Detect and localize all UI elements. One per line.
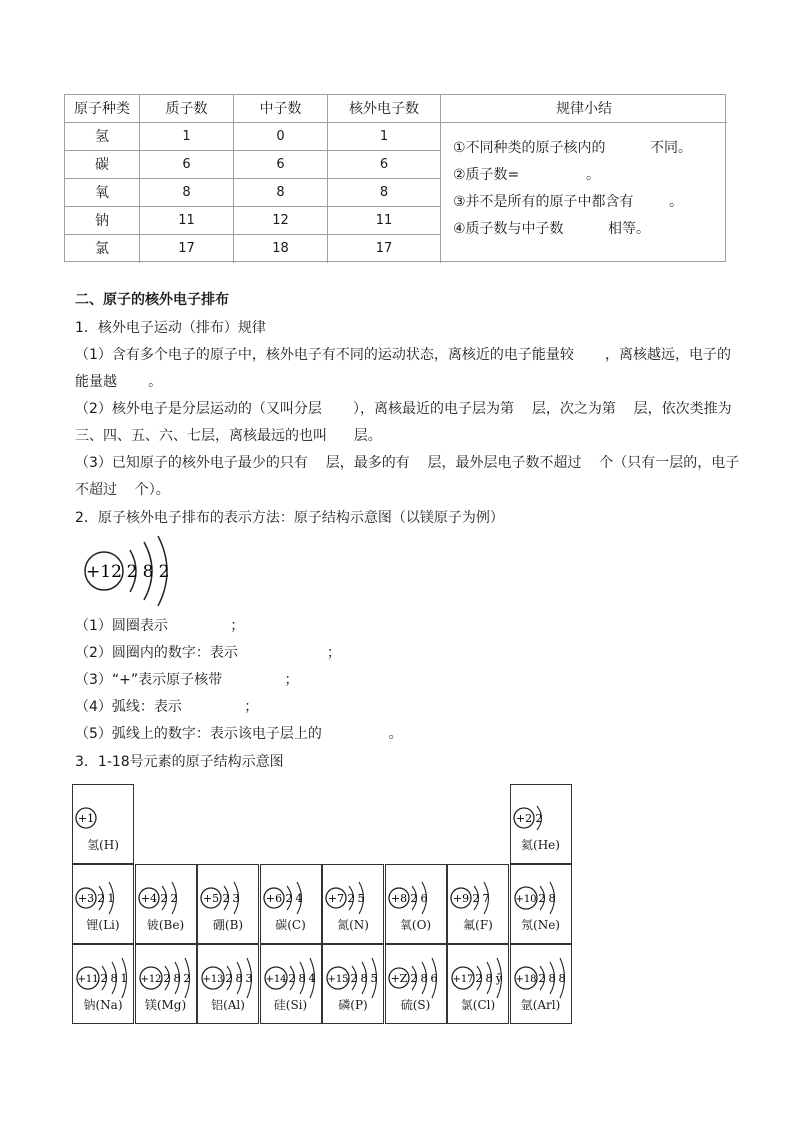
atom-diagram xyxy=(511,945,573,1003)
summary-item: ④质子数与中子数 相等。 xyxy=(453,221,651,237)
atom-diagram xyxy=(136,865,198,923)
nucleus-charge: +Z xyxy=(390,972,407,985)
element-cell xyxy=(260,944,322,1024)
nucleus-charge: +6 xyxy=(265,892,282,905)
shell-electron-count: 2 xyxy=(475,972,483,985)
element-name: 钠(Na) xyxy=(83,998,123,1012)
nucleus-charge: +2 xyxy=(515,812,532,825)
summary-item: ②质子数= 。 xyxy=(453,167,601,183)
atom-diagram xyxy=(323,945,385,1003)
header-atom-type: 原子种类 xyxy=(65,95,140,123)
shell-electron-count: 2 xyxy=(170,892,177,905)
shell-electron-count: 2 xyxy=(285,892,292,905)
summary-item: ①不同种类的原子核内的 不同。 xyxy=(453,140,693,156)
question-2: （2）圆圈内的数字：表示 ； xyxy=(75,645,341,661)
shell-electron-count: 2 xyxy=(225,972,233,985)
element-name: 氮(N) xyxy=(337,918,369,932)
element-structure-grid xyxy=(72,784,572,1024)
table-cell: 8 xyxy=(328,179,441,207)
shell-electron-count: 6 xyxy=(430,972,437,985)
element-name: 铍(Be) xyxy=(146,918,185,932)
element-cell xyxy=(197,864,259,944)
atom-diagram xyxy=(136,945,198,1003)
atom-diagram xyxy=(73,865,135,923)
section-title: 二、原子的核外电子排布 xyxy=(75,292,229,308)
subheading-2: 2．原子核外电子排布的表示方法：原子结构示意图（以镁原子为例） xyxy=(75,510,504,526)
atom-diagram xyxy=(448,945,510,1003)
question-3: （3）“+”表示原子核带 ； xyxy=(75,672,299,688)
table-cell: 氯 xyxy=(65,235,140,263)
table-cell: 8 xyxy=(234,179,328,207)
shell-electron-count: 8 xyxy=(558,972,565,985)
element-cell xyxy=(447,864,509,944)
shell-electron-count: 4 xyxy=(308,972,315,985)
element-name: 氢(H) xyxy=(87,838,119,852)
header-electrons: 核外电子数 xyxy=(328,95,441,123)
element-cell xyxy=(447,944,509,1024)
nucleus-charge: +7 xyxy=(327,892,345,905)
element-cell xyxy=(510,784,572,864)
paragraph-2a: （2）核外电子是分层运动的（又叫分层 ），离核最近的电子层为第 层，次之为第 层，依次类推为 xyxy=(75,401,732,417)
nucleus-charge: +17 xyxy=(452,974,474,985)
table-cell: 6 xyxy=(140,151,234,179)
shell-electron-count: 2 xyxy=(410,972,417,985)
shell-electron-count: ȳ xyxy=(495,972,503,985)
element-cell xyxy=(72,864,134,944)
nucleus-charge: +5 xyxy=(202,892,220,905)
shell-count: 8 xyxy=(142,562,154,582)
element-name: 氟(F) xyxy=(463,918,493,932)
shell-count: 2 xyxy=(126,562,138,582)
subheading-3: 3．1-18号元素的原子结构示意图 xyxy=(75,754,284,770)
element-name: 氦(He) xyxy=(521,838,560,852)
shell-electron-count: 2 xyxy=(347,892,355,905)
shell-electron-count: 2 xyxy=(100,972,108,985)
shell-electron-count: 8 xyxy=(173,972,180,985)
shell-electron-count: 8 xyxy=(360,972,368,985)
element-cell xyxy=(322,944,384,1024)
paragraph-3b: 不超过 个）。 xyxy=(75,482,170,498)
shell-electron-count: 2 xyxy=(538,892,545,905)
atom-diagram xyxy=(386,865,448,923)
shell-electron-count: 5 xyxy=(357,892,365,905)
table-cell: 17 xyxy=(328,235,441,263)
shell-electron-count: 4 xyxy=(295,892,302,905)
element-cell xyxy=(72,784,134,864)
shell-electron-count: 8 xyxy=(548,972,555,985)
table-cell: 11 xyxy=(140,207,234,235)
table-cell: 6 xyxy=(234,151,328,179)
nucleus-charge: +11 xyxy=(77,974,99,985)
table-cell: 氢 xyxy=(65,123,140,151)
table-cell: 钠 xyxy=(65,207,140,235)
shell-electron-count: 2 xyxy=(472,892,480,905)
element-cell xyxy=(385,864,447,944)
summary-rules xyxy=(453,135,723,243)
shell-electron-count: 3 xyxy=(232,892,240,905)
paragraph-3a: （3）已知原子的核外电子最少的只有 层，最多的有 层，最外层电子数不超过 个（只有一层的，电子 xyxy=(75,455,740,471)
table-cell: 8 xyxy=(140,179,234,207)
nucleus-charge: +10 xyxy=(514,894,537,905)
nucleus-charge: +13 xyxy=(202,974,224,985)
shell-electron-count: 1 xyxy=(120,972,128,985)
table-cell: 碳 xyxy=(65,151,140,179)
question-4: （4）弧线：表示 ； xyxy=(75,699,259,715)
element-name: 氩(Arl) xyxy=(520,998,561,1012)
element-name: 硼(B) xyxy=(212,918,244,932)
element-name: 锂(Li) xyxy=(86,918,120,932)
shell-electron-count: 8 xyxy=(420,972,427,985)
element-cell xyxy=(510,944,572,1024)
element-cell xyxy=(260,864,322,944)
element-name: 镁(Mg) xyxy=(144,998,187,1012)
nucleus-charge: +12 xyxy=(86,562,122,582)
paragraph-1a: （1）含有多个电子的原子中，核外电子有不同的运动状态，离核近的电子能量较 ，离核越远，电子的 xyxy=(75,347,732,363)
header-summary: 规律小结 xyxy=(441,95,727,123)
atom-diagram xyxy=(73,945,135,1003)
atom-composition-table xyxy=(64,94,726,262)
shell-electron-count: 3 xyxy=(245,972,253,985)
paragraph-2b: 三、四、五、六、七层，离核最远的也叫 层。 xyxy=(75,428,382,444)
shell-electron-count: 2 xyxy=(535,812,542,825)
element-name: 硅(Si) xyxy=(273,998,308,1012)
element-name: 碳(C) xyxy=(275,918,306,932)
nucleus-charge: +12 xyxy=(139,974,162,985)
table-cell: 0 xyxy=(234,123,328,151)
table-cell: 17 xyxy=(140,235,234,263)
atom-diagram xyxy=(448,865,510,923)
atom-diagram xyxy=(511,785,573,843)
shell-electron-count: 1 xyxy=(107,892,115,905)
shell-electron-count: 8 xyxy=(548,892,555,905)
question-1: （1）圆圈表示 ； xyxy=(75,618,245,634)
paragraph-1b: 能量越 。 xyxy=(75,374,163,390)
shell-electron-count: 6 xyxy=(420,892,427,905)
nucleus-charge: +3 xyxy=(77,892,95,905)
subheading-1: 1．核外电子运动（排布）规律 xyxy=(75,320,266,336)
element-name: 氧(O) xyxy=(399,918,432,932)
element-cell xyxy=(322,864,384,944)
element-cell xyxy=(135,864,197,944)
atom-diagram xyxy=(261,945,323,1003)
shell-electron-count: 2 xyxy=(350,972,358,985)
shell-electron-count: 8 xyxy=(235,972,243,985)
nucleus-charge: +4 xyxy=(140,892,157,905)
table-cell: 1 xyxy=(328,123,441,151)
nucleus-charge: +1 xyxy=(77,812,95,825)
atom-diagram xyxy=(511,865,573,923)
element-cell xyxy=(510,864,572,944)
table-cell: 12 xyxy=(234,207,328,235)
header-neutrons: 中子数 xyxy=(234,95,328,123)
header-protons: 质子数 xyxy=(140,95,234,123)
shell-electron-count: 2 xyxy=(410,892,417,905)
shell-electron-count: 2 xyxy=(538,972,545,985)
table-cell: 11 xyxy=(328,207,441,235)
shell-electron-count: 2 xyxy=(97,892,105,905)
element-name: 氖(Ne) xyxy=(521,918,560,932)
shell-electron-count: 2 xyxy=(183,972,190,985)
shell-count: 2 xyxy=(158,562,170,582)
magnesium-atom-diagram xyxy=(82,536,182,606)
element-name: 硫(S) xyxy=(400,998,431,1012)
shell-electron-count: 2 xyxy=(222,892,230,905)
shell-electron-count: 8 xyxy=(485,972,493,985)
element-cell xyxy=(385,944,447,1024)
shell-electron-count: 2 xyxy=(163,972,170,985)
atom-diagram xyxy=(386,945,448,1003)
atom-diagram xyxy=(323,865,385,923)
table-cell: 18 xyxy=(234,235,328,263)
shell-electron-count: 2 xyxy=(288,972,295,985)
element-cell xyxy=(197,944,259,1024)
atom-diagram xyxy=(198,865,260,923)
shell-electron-count: 5 xyxy=(370,972,378,985)
atom-diagram xyxy=(261,865,323,923)
atom-diagram xyxy=(73,785,135,843)
nucleus-charge: +8 xyxy=(390,892,407,905)
table-cell: 1 xyxy=(140,123,234,151)
shell-electron-count: 2 xyxy=(160,892,167,905)
question-5: （5）弧线上的数字：表示该电子层上的 。 xyxy=(75,726,403,742)
nucleus-charge: +14 xyxy=(264,974,287,985)
nucleus-charge: +18 xyxy=(514,974,537,985)
summary-item: ③并不是所有的原子中都含有 。 xyxy=(453,194,684,210)
table-cell: 6 xyxy=(328,151,441,179)
nucleus-charge: +15 xyxy=(327,974,349,985)
table-cell: 氧 xyxy=(65,179,140,207)
atom-diagram xyxy=(198,945,260,1003)
element-name: 铝(Al) xyxy=(211,998,245,1012)
element-name: 氯(Cl) xyxy=(460,998,496,1012)
element-name: 磷(P) xyxy=(338,998,368,1012)
shell-electron-count: 8 xyxy=(110,972,118,985)
element-cell xyxy=(72,944,134,1024)
shell-electron-count: 7 xyxy=(482,892,490,905)
element-cell xyxy=(135,944,197,1024)
shell-electron-count: 8 xyxy=(298,972,305,985)
nucleus-charge: +9 xyxy=(452,892,470,905)
